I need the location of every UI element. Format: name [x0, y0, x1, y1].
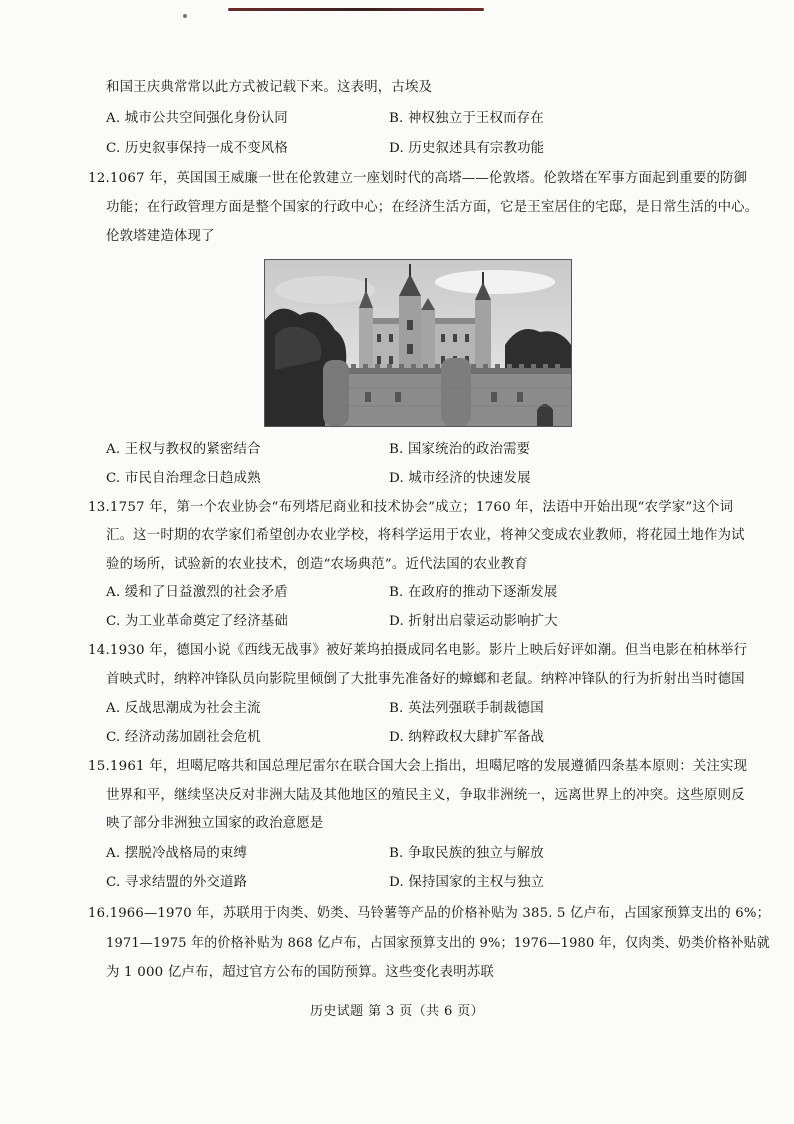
- q15-option-c[interactable]: C. 寻求结盟的外交道路: [106, 875, 248, 890]
- q13-option-c[interactable]: C. 为工业革命奠定了经济基础: [106, 614, 288, 629]
- q12-option-c[interactable]: C. 市民自治理念日趋成熟: [106, 471, 261, 486]
- q16-stem-line-3: 为 1 000 亿卢布，超过官方公布的国防预算。这些变化表明苏联: [106, 965, 495, 980]
- q11-stem-tail: 和国王庆典常常以此方式被记载下来。这表明，古埃及: [106, 80, 433, 95]
- q13-option-b[interactable]: B. 在政府的推动下逐渐发展: [389, 585, 558, 600]
- q16-stem-line-2: 1971—1975 年的价格补贴为 868 亿卢布，占国家预算支出的 9%；1976—1980 年，仅肉类、奶类价格补贴就: [106, 936, 770, 951]
- q13-option-d[interactable]: D. 折射出启蒙运动影响扩大: [389, 614, 558, 629]
- q13-stem-line-1: 13.1757 年，第一个农业协会“布列塔尼商业和技术协会”成立；1760 年，法语中开始出现“农学家”这个词: [88, 500, 734, 515]
- q12-option-d[interactable]: D. 城市经济的快速发展: [389, 471, 531, 486]
- q14-stem-line-1: 14.1930 年，德国小说《西线无战事》被好莱坞拍摄成同名电影。影片上映后好评如潮。但当电影在柏林举行: [88, 643, 748, 658]
- q13-stem-line-3: 验的场所，试验新的农业技术，创造“农场典范”。近代法国的农业教育: [106, 557, 528, 572]
- q11-option-c[interactable]: C. 历史叙事保持一成不变风格: [106, 141, 288, 156]
- q14-option-d[interactable]: D. 纳粹政权大肆扩军备战: [389, 730, 545, 745]
- q11-option-a[interactable]: A. 城市公共空间强化身份认同: [106, 111, 288, 126]
- q12-option-a[interactable]: A. 王权与教权的紧密结合: [106, 442, 261, 457]
- q14-stem-line-2: 首映式时，纳粹冲锋队员向影院里倾倒了大批事先准备好的蟑螂和老鼠。纳粹冲锋队的行为折射出当时德国: [106, 672, 745, 687]
- page-footer: 历史试题 第 3 页（共 6 页）: [309, 1004, 484, 1019]
- q15-stem-line-1: 15.1961 年，坦噶尼喀共和国总理尼雷尔在联合国大会上指出，坦噶尼喀的发展遵循四条基本原则：关注实现: [88, 759, 748, 774]
- q16-stem-line-1: 16.1966—1970 年，苏联用于肉类、奶类、马铃薯等产品的价格补贴为 385. 5 亿卢布，占国家预算支出的 6%；: [88, 906, 771, 921]
- q14-option-a[interactable]: A. 反战思潮成为社会主流: [106, 701, 261, 716]
- tower-of-london-photo: [264, 259, 572, 427]
- scan-speck: [183, 14, 187, 18]
- q15-option-a[interactable]: A. 摆脱冷战格局的束缚: [106, 846, 248, 861]
- q15-stem-line-2: 世界和平，继续坚决反对非洲大陆及其他地区的殖民主义，争取非洲统一，远离世界上的冲突。这些原则反: [106, 788, 745, 803]
- q14-option-b[interactable]: B. 英法列强联手制裁德国: [389, 701, 544, 716]
- q12-stem-line-1: 12.1067 年，英国国王威廉一世在伦敦建立一座划时代的高塔——伦敦塔。伦敦塔在军事方面起到重要的防御: [88, 171, 748, 186]
- q14-option-c[interactable]: C. 经济动荡加剧社会危机: [106, 730, 261, 745]
- q15-stem-line-3: 映了部分非洲独立国家的政治意愿是: [106, 816, 324, 831]
- top-rule: [228, 8, 484, 11]
- q13-option-a[interactable]: A. 缓和了日益激烈的社会矛盾: [106, 585, 288, 600]
- q15-option-d[interactable]: D. 保持国家的主权与独立: [389, 875, 545, 890]
- q12-stem-line-3: 伦敦塔建造体现了: [106, 229, 215, 244]
- q12-option-b[interactable]: B. 国家统治的政治需要: [389, 442, 531, 457]
- q15-option-b[interactable]: B. 争取民族的独立与解放: [389, 846, 544, 861]
- q11-option-b[interactable]: B. 神权独立于王权而存在: [389, 111, 544, 126]
- q12-stem-line-2: 功能；在行政管理方面是整个国家的行政中心；在经济生活方面，它是王室居住的宅邸，是日常生活的中心。: [106, 200, 759, 215]
- q13-stem-line-2: 汇。这一时期的农学家们希望创办农业学校，将科学运用于农业，将神父变成农业教师，将花园土地作为试: [106, 528, 745, 543]
- q11-option-d[interactable]: D. 历史叙述具有宗教功能: [389, 141, 545, 156]
